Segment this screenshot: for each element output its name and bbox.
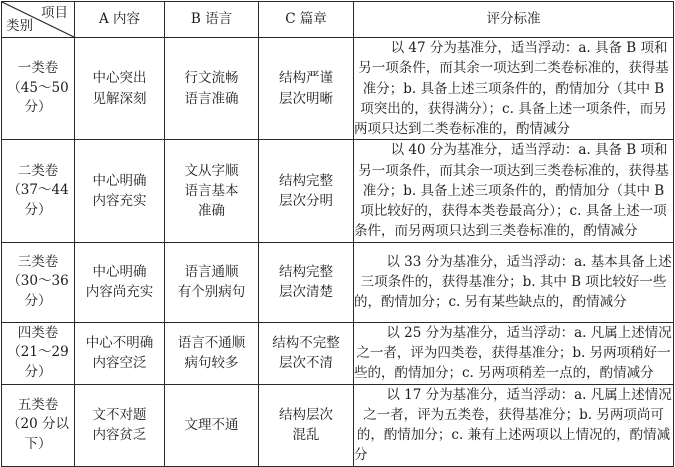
cell-line: 病句较多: [184, 355, 239, 371]
column-header-criteria: 评分标准: [354, 2, 674, 38]
cell-line: 层次分明: [279, 192, 333, 209]
criteria-cell: [354, 322, 674, 384]
score-range: （20 分以下）: [7, 416, 69, 452]
criteria-text: 以 25 分为基准分，适当浮动：a. 凡属上述情况之一者，评为四类卷，获得基准分；b. 另两项稍好一些的，酌情加分；c. 另两项稍差一点的，酌情减分: [354, 324, 672, 382]
language-cell: [165, 322, 259, 384]
cell-line: 语言基本: [184, 182, 239, 199]
cell-line: 语言不通顺: [177, 334, 246, 351]
criteria-cell: [354, 384, 674, 466]
header-row: [2, 2, 674, 38]
category-cell: [2, 322, 75, 384]
structure-cell: [259, 322, 354, 384]
criteria-text: 以 47 分为基准分，适当浮动：a. 具备 B 项和另一项条件，而其余一项达到二类卷标准的，获得基准分；b. 具备上述三项条件的，酌情加分（其中 B 项突出的，获得满分）；c. 具备上述一项条件，而另两项只达到二类卷标准的，酌情减分: [354, 40, 669, 137]
cell-line: 语言通顺: [184, 263, 239, 280]
cell-line: 层次不清: [279, 355, 333, 371]
column-header-language: B 语言: [165, 2, 259, 38]
cell-line: 结构完整: [279, 263, 333, 280]
structure-cell: [259, 38, 354, 140]
structure-cell: [259, 384, 354, 466]
column-header-content: A 内容: [75, 2, 165, 38]
score-range: （30～36 分）: [7, 273, 69, 309]
table-row: [2, 322, 674, 384]
score-range: （21～29 分）: [7, 344, 69, 380]
score-range: （45～50 分）: [7, 79, 69, 116]
category-name: 三类卷: [17, 253, 59, 270]
cell-line: 准确: [198, 203, 225, 219]
score-range: （37～44 分）: [7, 182, 69, 218]
cell-line: 结构层次: [279, 406, 333, 423]
cell-line: 混乱: [292, 427, 320, 443]
table-row: [2, 384, 674, 466]
category-cell: [2, 384, 75, 466]
cell-line: 中心明确: [92, 263, 147, 280]
cell-line: 内容贫乏: [92, 427, 147, 443]
category-cell: [2, 38, 75, 140]
content-cell: [75, 322, 165, 384]
content-cell: [75, 140, 165, 242]
grading-criteria-table: [1, 1, 674, 467]
cell-line: 层次明晰: [279, 90, 333, 107]
corner-label-item: 项目: [41, 5, 68, 21]
criteria-cell: [354, 38, 674, 140]
cell-line: 中心突出: [92, 70, 147, 87]
category-name: 一类卷: [17, 60, 59, 77]
grading-table-container: [1, 1, 673, 464]
cell-line: 见解深刻: [92, 90, 147, 107]
cell-line: 文理不通: [184, 416, 239, 433]
category-cell: [2, 242, 75, 322]
category-cell: [2, 140, 75, 242]
cell-line: 结构不完整: [272, 334, 340, 351]
structure-cell: [259, 140, 354, 242]
language-cell: [165, 140, 259, 242]
cell-line: 文从字顺: [184, 162, 239, 179]
criteria-text: 以 40 分为基准分，适当浮动：a. 具备 B 项和另一项条件，而其余一项达到三类卷标准的，获得基准分；b. 具备上述三项条件的，酌情加分（其中 B 项比较好的，获得本类卷最高分）；c. 具备上述一项条件，而另两项只达到三类卷标准的，酌情减分: [354, 142, 669, 240]
category-name: 二类卷: [17, 162, 59, 179]
criteria-cell: [354, 242, 674, 322]
category-name: 四类卷: [17, 324, 59, 341]
cell-line: 内容尚充实: [85, 284, 154, 300]
cell-line: 内容充实: [92, 192, 147, 209]
cell-line: 内容空泛: [92, 355, 147, 371]
criteria-cell: [354, 140, 674, 242]
cell-line: 中心不明确: [85, 334, 154, 351]
content-cell: [75, 242, 165, 322]
cell-line: 中心明确: [92, 172, 147, 189]
cell-line: 有个别病句: [177, 284, 246, 300]
content-cell: [75, 384, 165, 466]
language-cell: [165, 384, 259, 466]
cell-line: 层次清楚: [279, 284, 333, 300]
cell-line: 语言准确: [184, 90, 239, 107]
cell-line: 文不对题: [92, 406, 147, 423]
content-cell: [75, 38, 165, 140]
structure-cell: [259, 242, 354, 322]
language-cell: [165, 242, 259, 322]
table-row: [2, 140, 674, 242]
criteria-text: 以 17 分为基准分，适当浮动：a. 凡属上述情况之一者，评为五类卷，获得基准分；b. 另两项尚可的，酌情加分；c. 兼有上述两项以上情况的，酌情减分: [354, 386, 672, 464]
column-header-structure: C 篇章: [259, 2, 354, 38]
table-row: [2, 38, 674, 140]
language-cell: [165, 38, 259, 140]
category-name: 五类卷: [17, 396, 59, 413]
cell-line: 结构完整: [279, 172, 333, 189]
corner-header-cell: [2, 2, 75, 38]
criteria-text: 以 33 分为基准分，适当浮动：a. 基本具备上述三项条件的，获得基准分；b. 其中 B 项比较好一些的，酌情加分；c. 另有某些缺点的，酌情减分: [354, 253, 672, 311]
cell-line: 结构严谨: [279, 70, 333, 87]
cell-line: 行文流畅: [184, 70, 239, 87]
corner-label-category: 类别: [6, 17, 33, 34]
table-row: [2, 242, 674, 322]
